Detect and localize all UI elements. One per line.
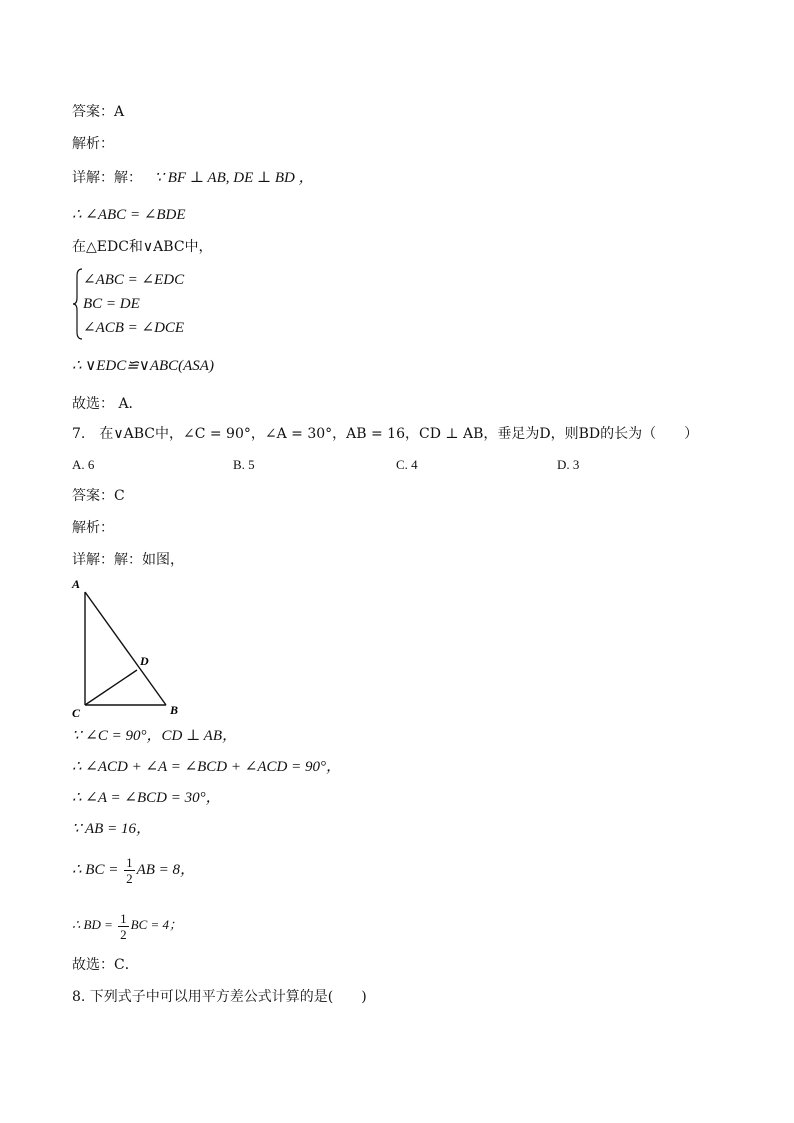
- step-6-suffix: BC = 4；: [130, 917, 183, 932]
- triangle-figure: [68, 576, 188, 722]
- triangle-intro: 在△EDC和∨ABC中，: [72, 239, 213, 255]
- step-5-prefix: ∴ BC =: [72, 862, 123, 878]
- answer-7: 答案：C: [72, 488, 125, 504]
- choice-7: 故选：C．: [72, 957, 139, 973]
- fraction-num: 1: [126, 855, 133, 871]
- question-7: 7. 在∨ABC中，∠C = 90°，∠A = 30°，AB = 16，CD ⊥ AB，垂足为D，则BD的长为（ ）: [72, 426, 699, 442]
- step-4: ∵ AB = 16，: [72, 821, 151, 837]
- option-a: A. 6: [72, 457, 95, 472]
- option-c: C. 4: [396, 457, 418, 472]
- system-eq-3: ∠ACB = ∠DCE: [83, 320, 185, 336]
- fraction-half: [124, 855, 135, 886]
- label-b: B: [170, 703, 179, 717]
- label-d: D: [140, 654, 149, 668]
- option-b: B. 5: [233, 457, 255, 472]
- label-a: A: [72, 577, 81, 591]
- system-eq-1: ∠ABC = ∠EDC: [83, 272, 185, 288]
- fraction-den-2: 2: [120, 926, 127, 942]
- system-eq-2: BC = DE: [83, 296, 140, 312]
- fraction-den: 2: [126, 871, 133, 887]
- detail-line: [72, 168, 314, 188]
- option-d: D. 3: [557, 457, 580, 472]
- step-5-suffix: AB = 8，: [136, 862, 196, 878]
- fraction-half-2: [118, 911, 129, 942]
- fraction-num-2: 1: [120, 910, 127, 926]
- detail-math: ∵ BF ⊥ AB, DE ⊥ BD ，: [154, 170, 314, 186]
- step-6: [72, 910, 182, 942]
- angle-equality: ∴ ∠ABC = ∠BDE: [72, 207, 186, 223]
- analysis-7: 解析：: [72, 520, 114, 536]
- step-2: ∴ ∠ACD + ∠A = ∠BCD + ∠ACD = 90°，: [72, 759, 341, 775]
- choice-line: 故选： A．: [72, 396, 143, 412]
- step-1: ∵ ∠C = 90°，CD ⊥ AB，: [72, 728, 237, 744]
- step-5: [72, 855, 195, 886]
- detail-7: 详解：解：如图，: [72, 552, 184, 568]
- side-ab: [85, 592, 166, 705]
- detail-prefix: 详解：解：: [72, 170, 142, 186]
- label-c: C: [72, 706, 81, 720]
- analysis-heading: 解析：: [72, 136, 114, 152]
- segment-cd: [85, 670, 137, 705]
- step-3: ∴ ∠A = ∠BCD = 30°，: [72, 790, 221, 806]
- answer-line: 答案：A: [72, 104, 125, 120]
- question-8: 8. 下列式子中可以用平方差公式计算的是( ): [72, 989, 367, 1005]
- step-6-prefix: ∴ BD =: [72, 917, 117, 932]
- congruence-line: ∴ ∨EDC≌∨ABC(ASA): [72, 358, 214, 374]
